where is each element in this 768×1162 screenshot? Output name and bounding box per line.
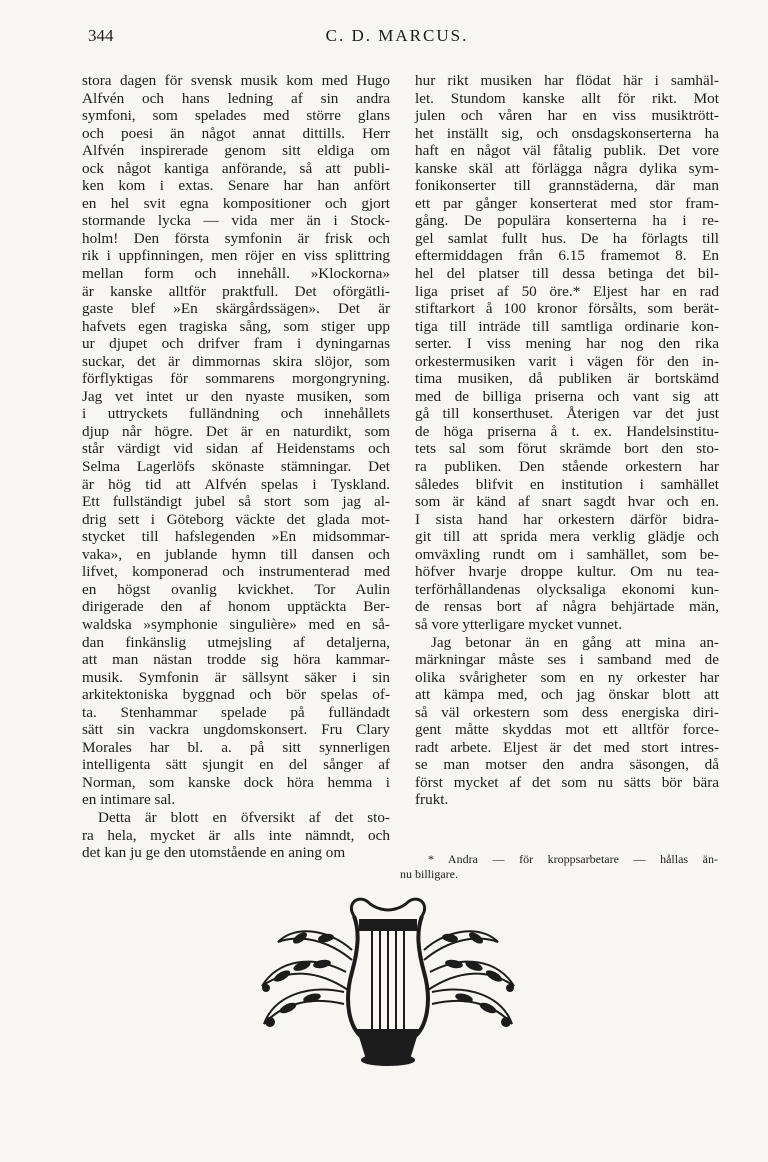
text-line: omväxling rundt om i samhället, som be- [415,545,719,563]
text-line: i uttryckets fulländning och innehållets [82,405,390,423]
text-line: stormande lycka — vida mer än i Stock- [82,212,390,230]
text-line: lifvet, komponerad och instrumenterad med [82,563,390,581]
text-line: ra publiken. Den stående orkestern har [415,458,719,476]
text-line: gel samlat fullt hus. De ha förlagts till [415,229,719,247]
text-line: mellan form och innehåll. »Klockorna» [82,265,390,283]
text-line: Alfvén och hans ledning af sin andra [82,89,390,107]
text-line: som är känd af snart sagdt hvar och en. [415,493,719,511]
text-line: fonikonserter till grannstäderna, där man [415,177,719,195]
text-line: liga priset af 50 öre.* Eljest har en rad [415,282,719,300]
text-line: nu billigare. [400,867,458,881]
text-line: är hög tid att Alfvén spelas i Tyskland. [82,475,390,493]
text-line: således blifvit en institution i samhället [415,475,719,493]
text-line: orkestermusiken varit i vägen för den in- [415,352,719,370]
text-line: och poesi än något annat dittills. Herr [82,124,390,142]
text-line: I sista hand har orkestern därför bidra- [415,510,719,528]
text-line: drig sett i Göteborg väckte det glada mot- [82,510,390,528]
text-line: en högst ovanlig kvickhet. Tor Aulin [82,580,390,598]
page-number: 344 [88,26,114,45]
text-line: ta. Stenhammar spelade på fulländadt [82,703,390,721]
text-line: gå till konserthuset. Återigen var det just [415,405,719,423]
text-line: hur rikt musiken har flödat här i samhäl- [415,72,719,89]
text-line: hafvets egen tragiska sång, som stiger upp [82,317,390,335]
left-column [82,72,390,862]
text-line: Ett fullständigt jubel så stort som jag al- [82,493,390,511]
running-head: C. D. MARCUS. [325,26,469,45]
text-line: att kämpa med, och jag önskar blott att [415,686,719,704]
text-line: dan finkänslig utmejsling af detaljerna, [82,633,390,651]
text-line: julen och våren har en viss musiktrött- [415,107,719,125]
text-line: symfoni, som spelades med större glans [82,107,390,125]
text-line: Jag vet intet ur den nyaste musiken, som [82,387,390,405]
text-line: de höga priserna å t. ex. Handelsinstitu- [415,422,719,440]
text-line: se man motser den andra säsongen, då [415,756,719,774]
text-line: stycket till hafslegenden »En midsommar- [82,528,390,546]
text-line: märkningar måste ses i samband med de [415,651,719,669]
text-line: ett par gånger konserterat med stor fram- [415,194,719,212]
text-line: att man nästan trodde sig höra kammar- [82,651,390,669]
text-line: stora dagen för svensk musik kom med Hugo [82,72,390,89]
text-line: vaka», en jublande hymn till dansen och [82,545,390,563]
text-line: ur djupet och drifver fram i dyningarnas [82,335,390,353]
text-line: en hel svit egna kompositioner och gjort [82,194,390,212]
text-line: djup når högre. Det är en naturdikt, som [82,422,390,440]
text-line: Morales har bl. a. på sitt synnerligen [82,738,390,756]
text-line: tiga till inträde till samtliga ordinarie kon- [415,317,719,335]
text-line: tima musiken, då publiken är bortskämd [415,370,719,388]
text-line: suckar, det är dimmornas skira slöjor, som [82,352,390,370]
text-line: terförhållandenas olycksaliga ekonomi kun- [415,580,719,598]
footnote [400,852,718,882]
text-line: så vore ytterligare mycket vunnet. [415,615,623,633]
right-column [415,72,719,809]
text-line: haft en något väl fåtalig publik. Det vore [415,142,719,160]
text-line: rik i uppfinningen, men röjer en viss splittring [82,247,390,265]
text-line: är kanske alltför praktfull. Det oförgätli- [82,282,390,300]
text-line: med de billiga priserna och vant sig att [415,387,719,405]
text-line: radt arbete. Eljest är det med stort intres- [415,738,719,756]
text-line: let. Stundom kanske allt för rikt. Mot [415,89,719,107]
text-line: tets sal som förut skrämde bort den sto- [415,440,719,458]
text-line: gaste blef »En skärgårdssägen». Det är [82,300,390,318]
text-line: eftermiddagen från 6.15 framemot 8. En [415,247,719,265]
text-line: det kan ju ge den utomstående en aning om [82,844,346,862]
text-line: * Andra — för kroppsarbetare — hållas än- [428,852,718,866]
text-line: intelligenta sätt sjungit en del sånger af [82,756,390,774]
text-line: frukt. [415,791,449,809]
text-line: Norman, som kanske dock höra hemma i [82,773,390,791]
text-line: arkitektoniska byggnad och bör spelas of- [82,686,390,704]
text-line: ken kom i extas. Senare har han anfört [82,177,390,195]
text-line: musik. Symfonin är sällsynt säker i sin [82,668,390,686]
text-line: dirigerade den af honom upptäckta Ber- [82,598,390,616]
text-line: förflyktigas för sommarens morgongryning. [82,370,390,388]
text-line: en intimare sal. [82,791,176,809]
text-line: stiftarkort å 100 kronor försålts, som berät- [415,300,719,318]
text-line: så väl orkestern som dess energiska diri- [415,703,719,721]
text-line: Alfvén inspirerade genom sitt eldiga om [82,142,390,160]
text-line: gång. De populära konserterna ha i re- [415,212,719,230]
text-line: Selma Lagerlöfs skönaste stämningar. Det [82,458,390,476]
text-line: Detta är blott en öfversikt af det sto- [98,808,390,826]
text-line: hel del platser till dessa betinga det bil- [415,265,719,283]
text-line: holm! Den första symfonin är frisk och [82,229,390,247]
text-line: först mycket af det som nu sätts bör bära [415,773,719,791]
text-line: de rensas bort af några behjärtade män, [415,598,719,616]
text-line: sätt sin vackra ungdomskonsert. Fru Clary [82,721,390,739]
text-line: waldska »symphonie singulière» med en så- [82,615,390,633]
text-line: ra hela, mycket är alls inte nämndt, och [82,826,390,844]
text-line: höfver hvarje droppe kultur. Om nu tea- [415,563,719,581]
text-line: Jag betonar än en gång att mina an- [431,633,719,651]
text-line: gent måtte skyddas mot ett alltför force- [415,721,719,739]
text-line: kanske skäl att förlägga några dylika sym- [415,159,719,177]
page-header [88,26,706,52]
lyre-with-wreath-ornament-icon [248,880,528,1070]
text-line: het inställt sig, och onsdagskonserterna ha [415,124,719,142]
text-line: står värdigt vid sidan af Heidenstams och [82,440,390,458]
text-line: ock något kantiga anförande, så att publi- [82,159,390,177]
text-line: serter. I viss mening har nog den rika [415,335,719,353]
text-line: olika svårigheter som en ny orkester har [415,668,719,686]
text-line: git till att sprida mera verklig glädje och [415,528,719,546]
